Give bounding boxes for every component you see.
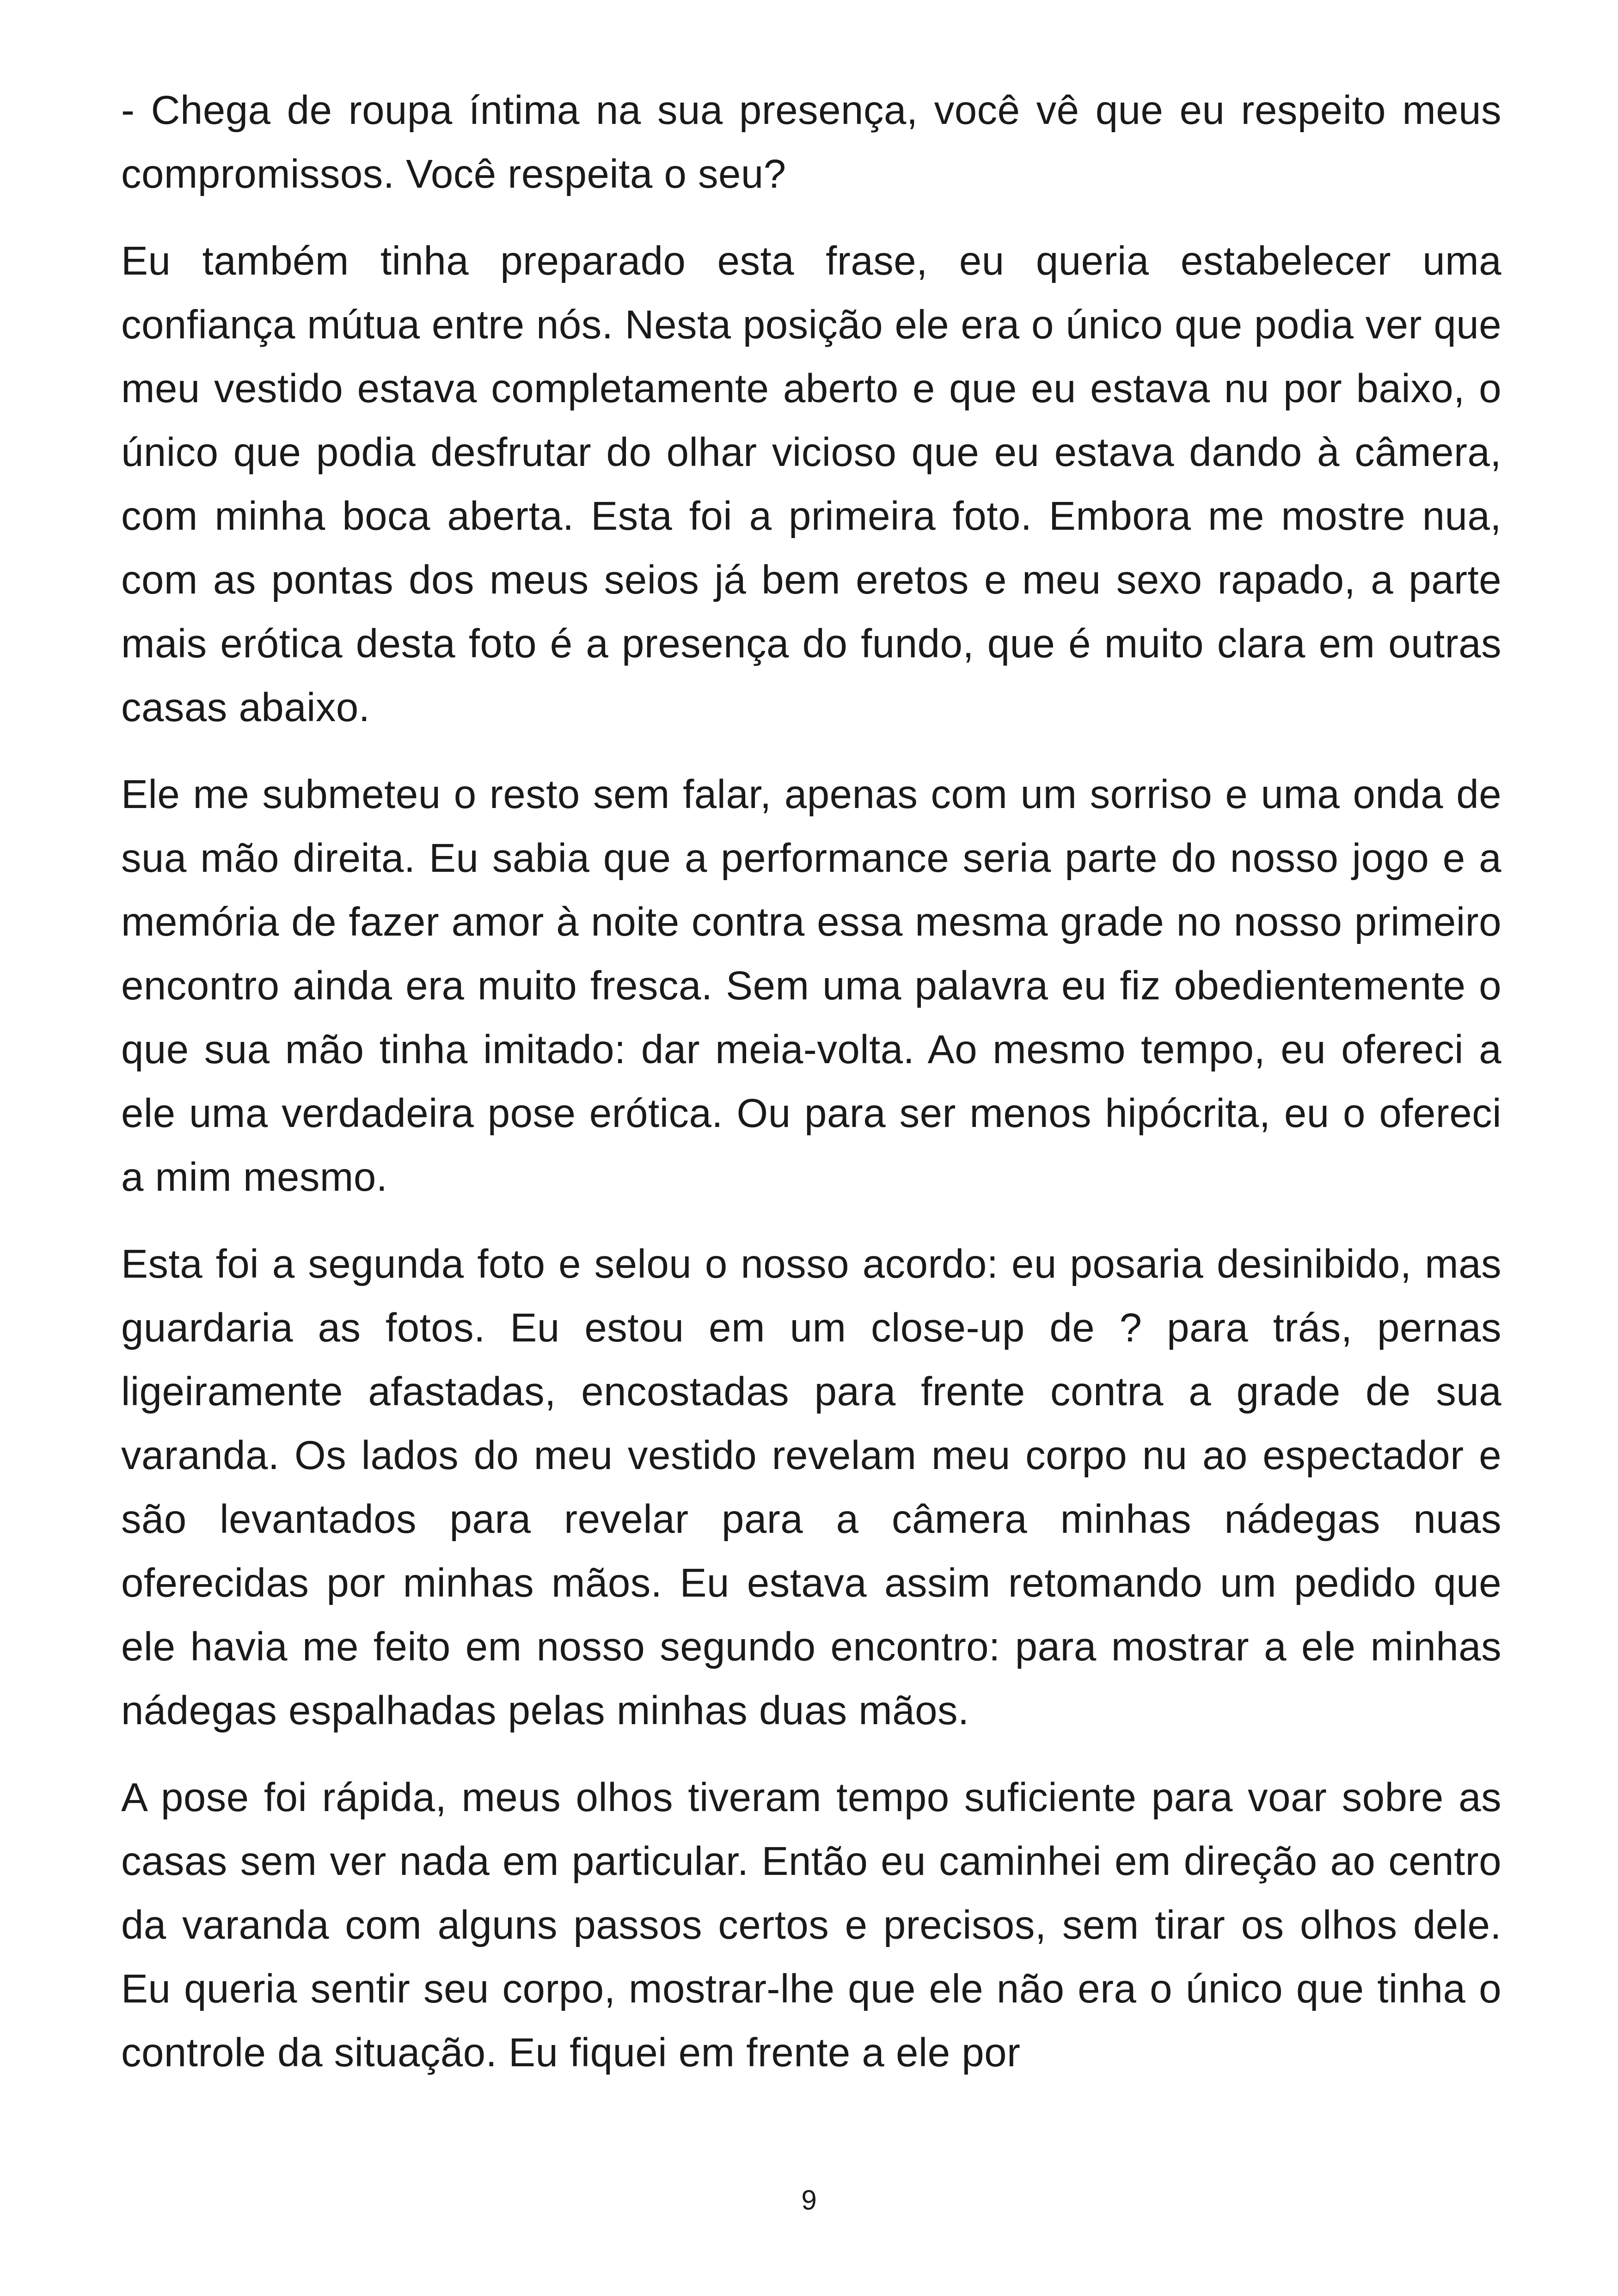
body-text [121, 79, 1502, 2108]
paragraph-4: Esta foi a segunda foto e selou o nosso acordo: eu posaria desinibido, mas guardaria as fotos. Eu estou em um close-up de ? para trás, pernas ligeiramente afastadas, encostadas para frente contra a grade de sua varanda. Os lados do meu vestido revelam meu corpo nu ao espectador e são levantados para revelar para a câmera minhas nádegas nuas oferecidas por minhas mãos. Eu estava assim retomando um pedido que ele havia me feito em nosso segundo encontro: para mostrar a ele minhas nádegas espalhadas pelas minhas duas mãos. [121, 1242, 1502, 1733]
paragraph-2: Eu também tinha preparado esta frase, eu queria estabelecer uma confiança mútua entre nós. Nesta posição ele era o único que podia ver que meu vestido estava completamente aberto e que eu estava nu por baixo, o único que podia desfrutar do olhar vicioso que eu estava dando à câmera, com minha boca aberta. Esta foi a primeira foto. Embora me mostre nua, com as pontas dos meus seios já bem eretos e meu sexo rapado, a parte mais erótica desta foto é a presença do fundo, que é muito clara em outras casas abaixo. [121, 239, 1502, 730]
paragraph-5: A pose foi rápida, meus olhos tiveram tempo suficiente para voar sobre as casas sem ver nada em particular. Então eu caminhei em direção ao centro da varanda com alguns passos certos e precisos, sem tirar os olhos dele. Eu queria sentir seu corpo, mostrar-lhe que ele não era o único que tinha o controle da situação. Eu fiquei em frente a ele por [121, 1775, 1502, 2075]
paragraph-3: Ele me submeteu o resto sem falar, apenas com um sorriso e uma onda de sua mão direita. Eu sabia que a performance seria parte do nosso jogo e a memória de fazer amor à noite contra essa mesma grade no nosso primeiro encontro ainda era muito fresca. Sem uma palavra eu fiz obedientemente o que sua mão tinha imitado: dar meia-volta. Ao mesmo tempo, eu ofereci a ele uma verdadeira pose erótica. Ou para ser menos hipócrita, eu o ofereci a mim mesmo. [121, 772, 1502, 1200]
paragraph-1: - Chega de roupa íntima na sua presença, você vê que eu respeito meus compromissos. Você respeita o seu? [121, 88, 1502, 196]
page-number: 9 [801, 2185, 817, 2216]
